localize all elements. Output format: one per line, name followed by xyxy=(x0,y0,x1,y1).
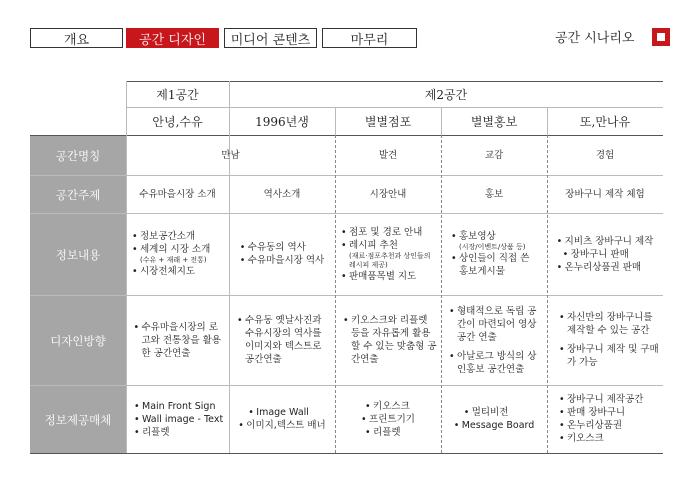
column-header: 1996년생 xyxy=(255,114,309,129)
info-item: • 시장전체지도 xyxy=(132,265,210,278)
media-item: • 이미지,텍스트 배너 xyxy=(238,419,325,432)
design-cell xyxy=(126,295,229,385)
theme-cell: 홍보 xyxy=(484,188,504,200)
media-item: • 프린트기기 xyxy=(361,413,415,426)
info-item: • 수유동의 역사 xyxy=(240,241,324,254)
design-cell xyxy=(335,295,441,385)
info-cell xyxy=(229,213,335,295)
theme-cell: 장바구니 제작 체험 xyxy=(565,188,645,200)
space-name-cell: 경험 xyxy=(595,149,615,161)
info-item: • 판매품목별 지도 xyxy=(341,270,435,283)
tab-space-design[interactable]: 공간 디자인 xyxy=(126,28,219,48)
media-cell xyxy=(229,385,335,453)
info-item: • 지비츠 장바구니 제작 xyxy=(557,235,654,248)
design-item: • 수유동 옛날사진과 수유시장의 역사를 이미지와 텍스트로 공간연출 xyxy=(237,314,333,366)
theme-cell: 역사소개 xyxy=(263,188,301,200)
info-sub-note: (재료·점포추천과 상인들의 레시피 제공) xyxy=(349,251,431,269)
media-item: • 키오스크 xyxy=(559,432,643,445)
tab-media-content[interactable]: 미디어 콘텐츠 xyxy=(224,28,317,48)
tab-wrapup[interactable]: 마무리 xyxy=(322,28,417,48)
design-cell xyxy=(229,295,335,385)
space-name-cell: 발견 xyxy=(378,149,398,161)
media-item: • 리플렛 xyxy=(134,426,223,439)
design-item: • 수유마을시장의 로고와 전통창을 활용한 공간연출 xyxy=(134,321,226,360)
column-header: 안녕,수유 xyxy=(152,114,203,129)
row-label-info-content: 정보내용 xyxy=(30,214,126,295)
media-cell xyxy=(441,385,547,453)
design-cell xyxy=(547,295,663,385)
info-cell xyxy=(547,213,663,295)
space-name-cell: 만남 xyxy=(221,149,240,161)
row-label-design-direction: 디자인방향 xyxy=(30,296,126,385)
media-item: • Image Wall xyxy=(248,406,325,419)
column-header: 별별홍보 xyxy=(470,114,518,129)
info-cell xyxy=(441,213,547,295)
info-item: • 온누리상품권 판매 xyxy=(557,261,654,274)
media-item: • 멀티비전 xyxy=(464,406,535,419)
design-item: • 자신만의 장바구니를 제작할 수 있는 공간 xyxy=(559,311,659,337)
media-cell xyxy=(335,385,441,453)
row-label-space-theme: 공간주제 xyxy=(30,176,126,213)
info-item: • 점포 및 경로 안내 xyxy=(341,226,435,239)
info-cell xyxy=(126,213,229,295)
design-item: • 키오스크와 리플렛 등을 자유롭게 활용할 수 있는 맞춤형 공간연출 xyxy=(343,314,439,366)
info-item: • 수유마을시장 역사 xyxy=(240,254,324,267)
media-item: • Message Board xyxy=(454,419,535,432)
media-cell xyxy=(547,385,663,453)
media-item: • Wall image - Text xyxy=(134,413,223,426)
media-item: • 온누리상품권 xyxy=(559,419,643,432)
column-header: 별별점포 xyxy=(364,114,412,129)
brand-logo-icon xyxy=(652,28,670,46)
info-item: • 정보공간소개 xyxy=(132,230,210,243)
theme-cell: 수유마을시장 소개 xyxy=(139,188,216,200)
info-item: • 장바구니 판매 xyxy=(563,248,654,261)
design-item: • 아날로그 방식의 상인홍보 공간연출 xyxy=(449,350,545,376)
group-header-space1: 제1공간 xyxy=(156,87,199,102)
media-item: • 장바구니 제작공간 xyxy=(559,393,643,406)
media-item: • Main Front Sign xyxy=(134,400,223,413)
media-cell xyxy=(126,385,229,453)
info-cell xyxy=(335,213,441,295)
design-cell xyxy=(441,295,547,385)
row-label-space-name: 공간명칭 xyxy=(30,136,126,175)
info-item: • 세계의 시장 소개 xyxy=(132,243,210,256)
info-item: • 상인들이 직접 쓴 홍보게시물 xyxy=(451,252,539,278)
info-sub-note: (수유 + 재래 + 전통) xyxy=(140,256,207,264)
info-item: • 레시피 추천 xyxy=(341,239,435,252)
group-header-space2: 제2공간 xyxy=(424,87,468,102)
row-label-media: 정보제공매체 xyxy=(30,386,126,453)
tab-overview[interactable]: 개요 xyxy=(30,28,123,48)
info-item: • 홍보영상 xyxy=(451,230,539,243)
info-sub-note: (시장/이벤트/상품 등) xyxy=(459,243,526,251)
section-title: 공간 시나리오 xyxy=(555,31,635,46)
media-item: • 리플렛 xyxy=(365,426,415,439)
column-header: 또,만나유 xyxy=(579,114,631,129)
theme-cell: 시장안내 xyxy=(369,188,407,200)
design-item: • 장바구니 제작 및 구매가 가능 xyxy=(559,343,659,369)
media-item: • 판매 장바구니 xyxy=(559,406,643,419)
design-item: • 형태적으로 독립 공간이 마련되어 영상공간 연출 xyxy=(449,305,545,344)
space-name-cell: 교감 xyxy=(484,149,504,161)
media-item: • 키오스크 xyxy=(365,400,415,413)
